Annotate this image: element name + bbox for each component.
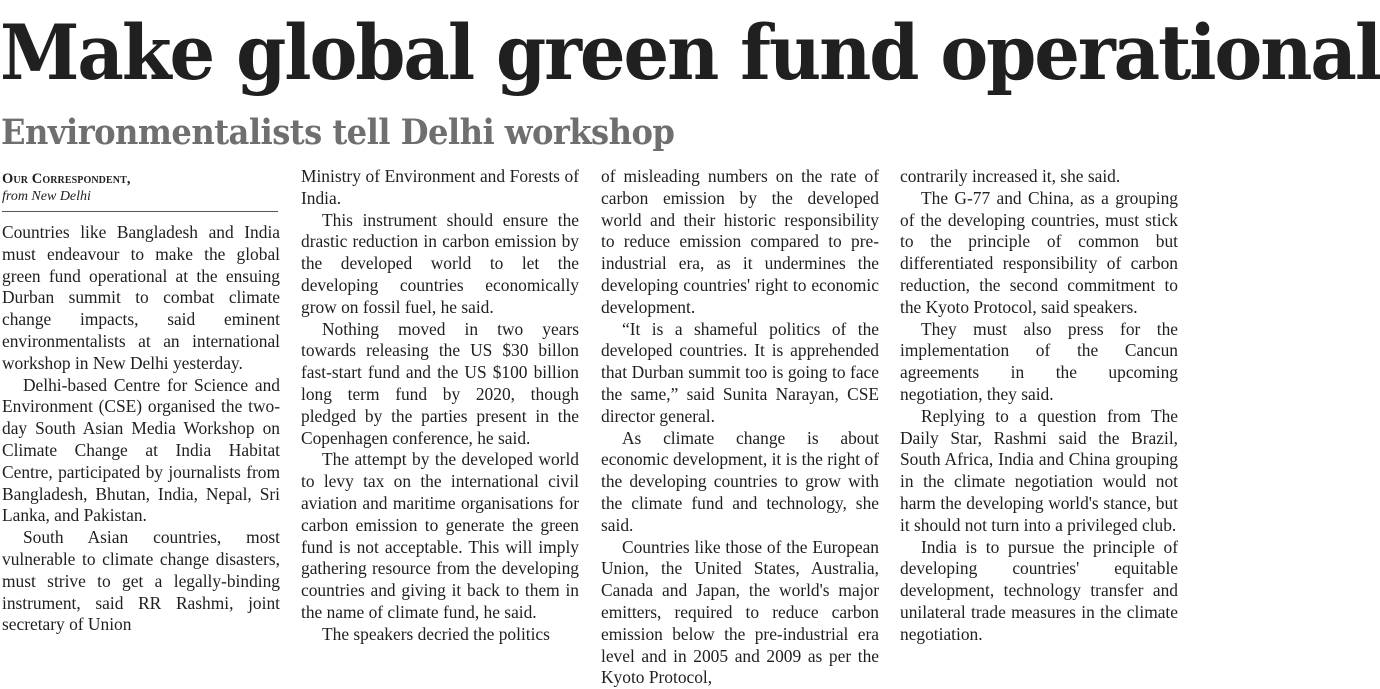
paragraph: Nothing moved in two years towards releasing the US $30 billon fast-start fund and the US $100 billion long term fund by 2020, though pledged by the parties present in the Copenhagen conference, he said. <box>301 318 579 448</box>
byline-name: Our Correspondent, <box>2 171 131 187</box>
paragraph: Countries like Bangladesh and India must endeavour to make the global green fund operational at the ensuing Durban summit to combat climate change impacts, said eminent environmentalists at an international workshop in New Delhi yesterday. <box>2 222 280 373</box>
paragraph: They must also press for the implementation of the Cancun agreements in the upcoming negotiation, they said. <box>900 318 1178 404</box>
byline-divider <box>2 211 278 212</box>
paragraph: of misleading numbers on the rate of carbon emission by the developed world and their historic responsibility to reduce emission compared to pre-industrial era, as it undermines the developing countries' right to economic development. <box>601 166 879 317</box>
paragraph: The attempt by the developed world to levy tax on the international civil aviation and maritime organisations for carbon emission to generate the green fund is not acceptable. This will imply gathering resource from the developing countries and giving it back to them in the name of climate fund, he said. <box>301 449 579 622</box>
subheadline: Environmentalists tell Delhi workshop <box>1 112 675 153</box>
byline-place: from New Delhi <box>2 189 91 204</box>
article-column-4 <box>900 166 1178 687</box>
paragraph: India is to pursue the principle of developing countries' equitable development, technology transfer and unilateral trade measures in the climate negotiation. <box>900 536 1178 644</box>
paragraph: “It is a shameful politics of the developed countries. It is apprehended that Durban summit too is going to face the same,” said Sunita Narayan, CSE director general. <box>601 318 879 426</box>
paragraph: South Asian countries, most vulnerable to climate change disasters, must strive to get a legally-binding instrument, said RR Rashmi, joint secretary of Union <box>2 527 280 635</box>
paragraph: Replying to a question from The Daily Star, Rashmi said the Brazil, South Africa, India and China grouping in the climate negotiation would not harm the developing world's stance, but it should not turn into a privileged club. <box>900 405 1178 535</box>
article-column-1 <box>2 166 280 687</box>
article-column-3 <box>601 166 879 687</box>
byline <box>2 170 280 206</box>
headline: Make global green fund operational <box>0 8 1380 97</box>
paragraph: This instrument should ensure the drastic reduction in carbon emission by the developed world to let the developing countries economically grow on fossil fuel, he said. <box>301 209 579 317</box>
paragraph: The G-77 and China, as a grouping of the developing countries, must stick to the principle of common but differentiated responsibility of carbon reduction, the second commitment to the Kyoto Protocol, said speakers. <box>900 187 1178 317</box>
paragraph: As climate change is about economic development, it is the right of the developing countries to grow with the climate fund and technology, she said. <box>601 427 879 535</box>
paragraph: The speakers decried the politics <box>322 623 550 644</box>
article-column-2 <box>301 166 579 687</box>
paragraph: Countries like those of the European Union, the United States, Australia, Canada and Japan, the world's major emitters, required to reduce carbon emission below the pre-industrial era level and in 2005 and 2009 as per the Kyoto Protocol, <box>601 536 879 688</box>
paragraph: Ministry of Environment and Forests of India. <box>301 166 579 208</box>
paragraph: contrarily increased it, she said. <box>900 166 1121 186</box>
paragraph: Delhi-based Centre for Science and Environment (CSE) organised the two-day South Asian Media Workshop on Climate Change at India Habitat Centre, participated by journalists from Bangladesh, Bhutan, India, Nepal, Sri Lanka, and Pakistan. <box>2 374 280 526</box>
